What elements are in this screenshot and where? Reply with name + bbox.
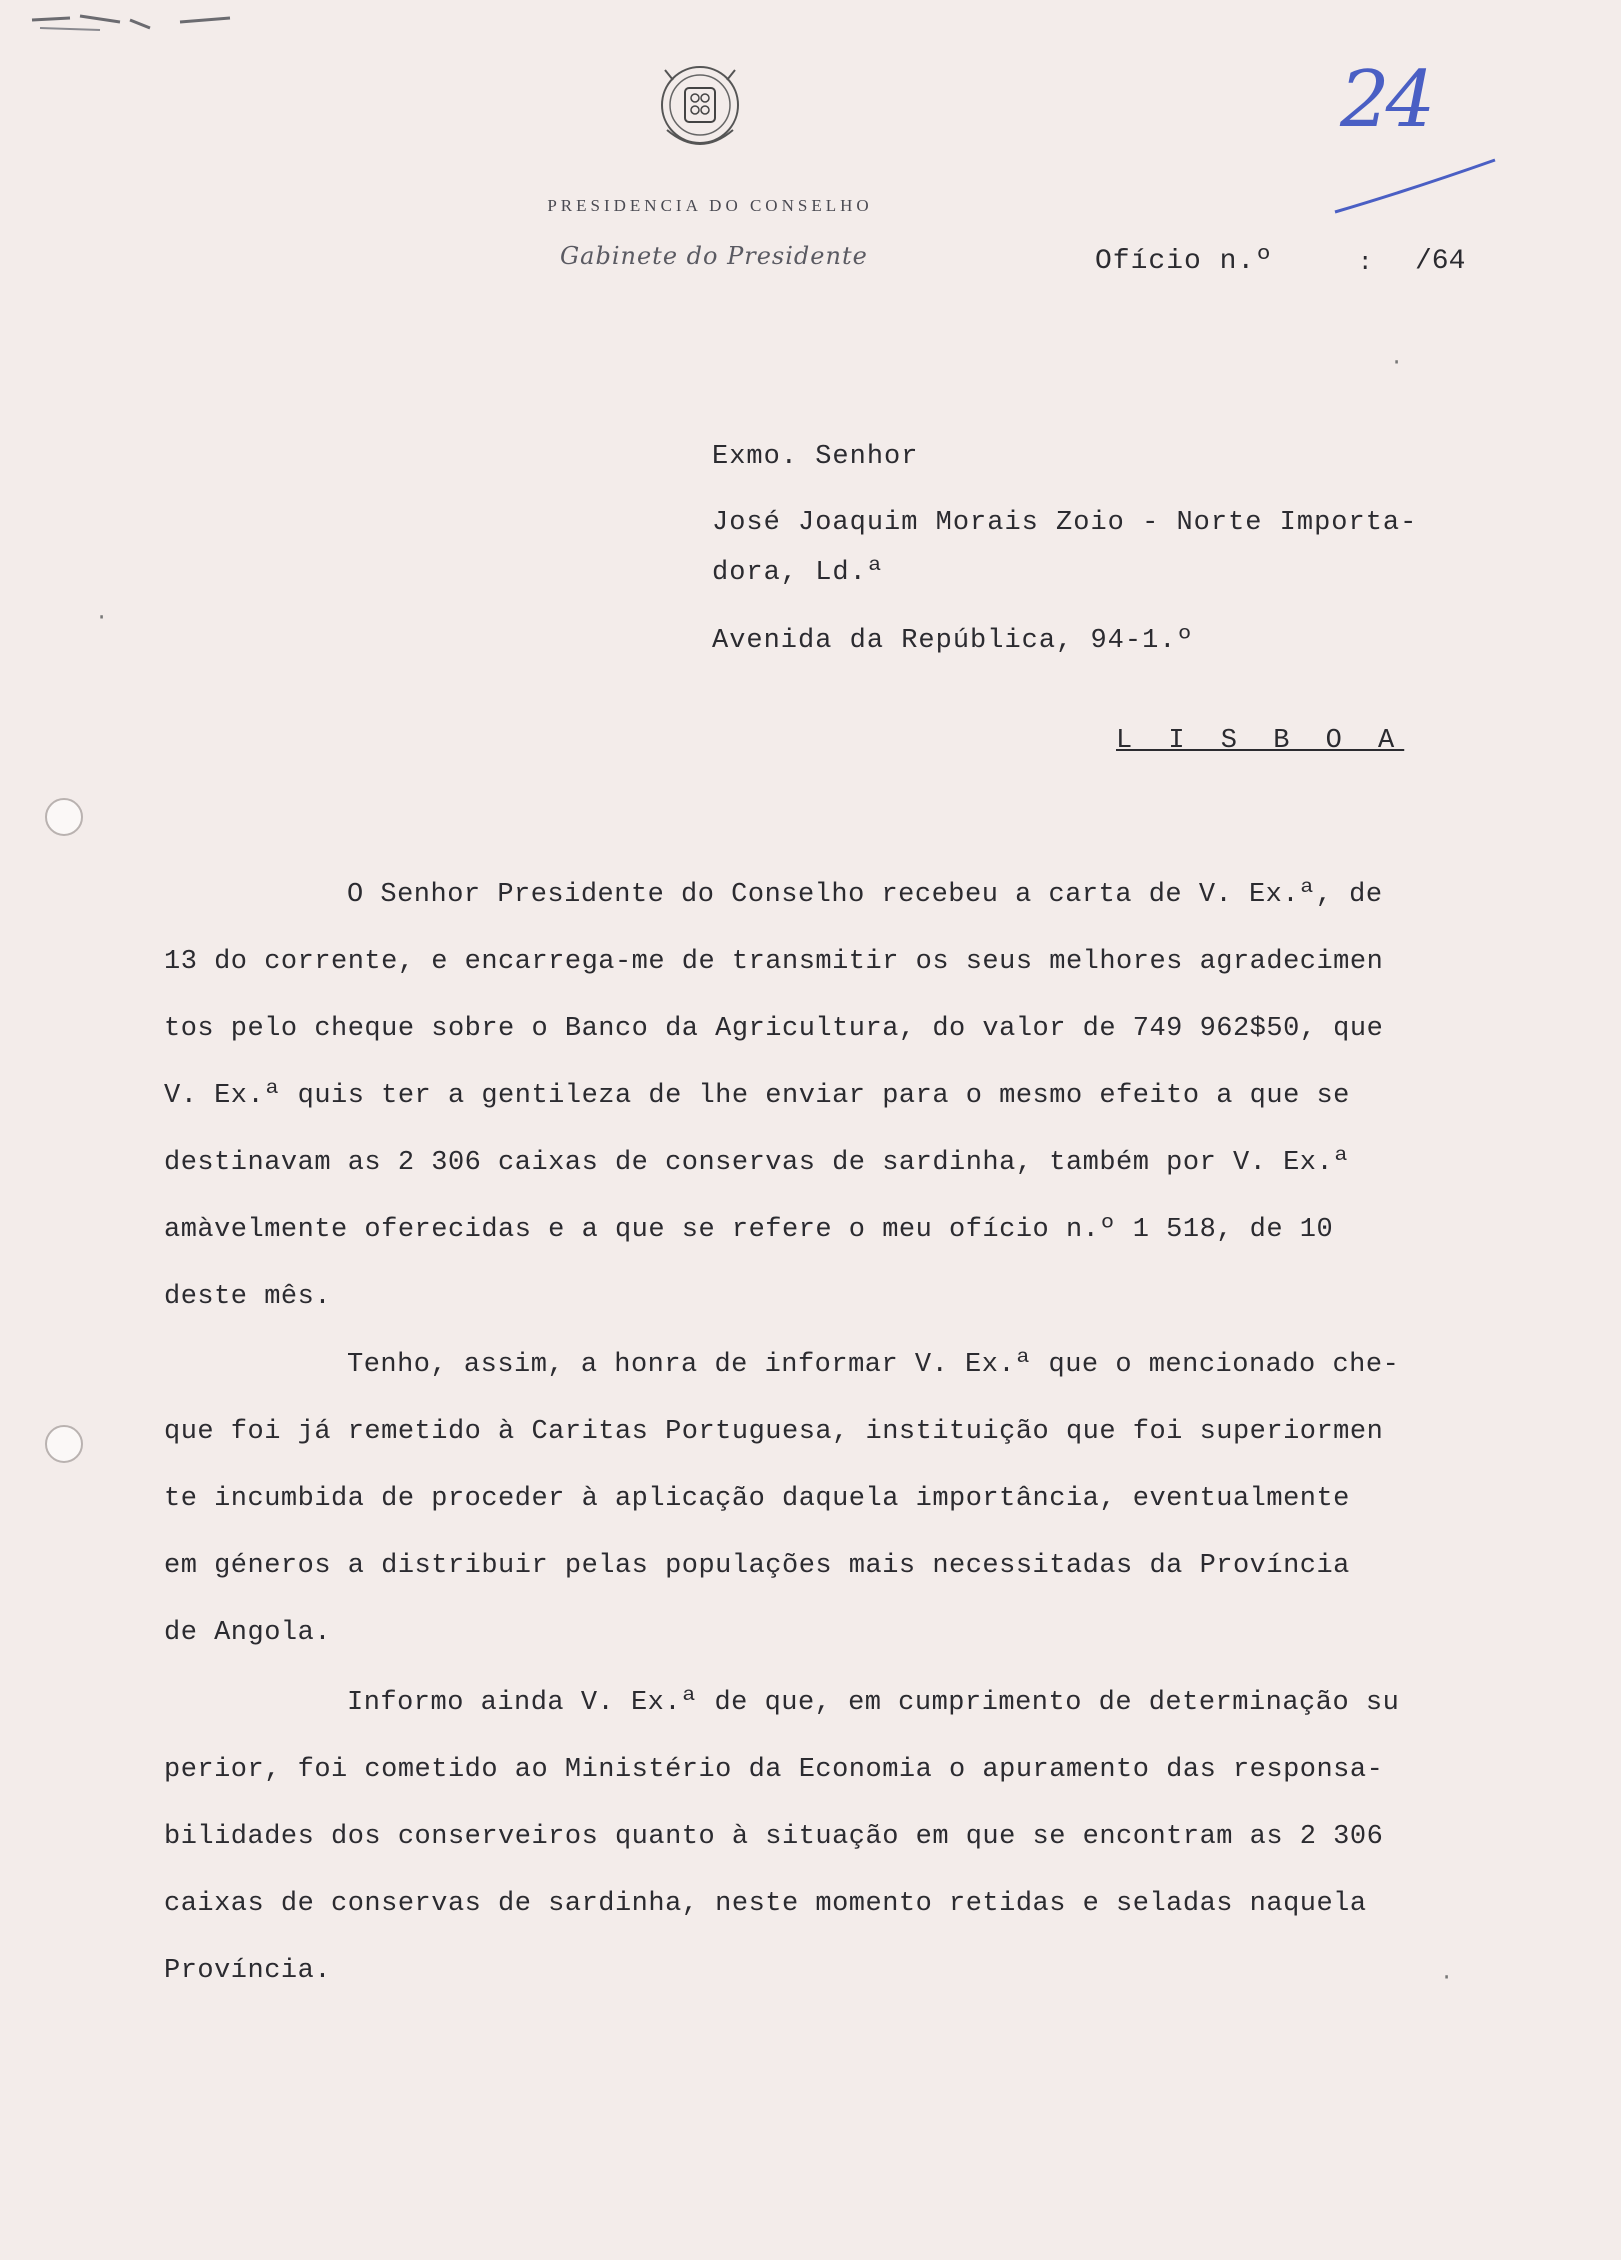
scan-speck: ·	[1390, 350, 1404, 375]
handwritten-number: 24	[1340, 55, 1432, 145]
addressee-address: Avenida da República, 94-1.º	[712, 626, 1194, 656]
scan-speck: ·	[95, 605, 109, 630]
paragraph-line: V. Ex.ª quis ter a gentileza de lhe enviar para o mesmo efeito a que se	[164, 1081, 1350, 1111]
paragraph-line: bilidades dos conserveiros quanto à situação em que se encontram as 2 306	[164, 1822, 1384, 1852]
paragraph-line: tos pelo cheque sobre o Banco da Agricultura, do valor de 749 962$50, que	[164, 1014, 1384, 1044]
paragraph-line: em géneros a distribuir pelas populações mais necessitadas da Província	[164, 1551, 1350, 1581]
handwritten-underline	[1330, 150, 1500, 220]
paragraph-line: destinavam as 2 306 caixas de conservas de sardinha, também por V. Ex.ª	[164, 1148, 1350, 1178]
addressee-line-2: dora, Ld.ª	[712, 558, 885, 588]
addressee-city: L I S B O A	[1116, 726, 1405, 756]
punch-hole-top	[45, 798, 83, 836]
paragraph-line: Província.	[164, 1956, 332, 1986]
paragraph-line: caixas de conservas de sardinha, neste momento retidas e seladas naquela	[164, 1889, 1367, 1919]
paragraph-line: te incumbida de proceder à aplicação daquela importância, eventualmente	[164, 1484, 1350, 1514]
salutation: Exmo. Senhor	[712, 442, 919, 472]
paragraph-line: deste mês.	[164, 1282, 332, 1312]
paragraph-line: Tenho, assim, a honra de informar V. Ex.ª que o mencionado che-	[347, 1350, 1400, 1380]
paragraph-line: 13 do corrente, e encarrega-me de transmitir os seus melhores agradecimen	[164, 947, 1384, 977]
oficio-mark: :	[1358, 250, 1373, 277]
paragraph-line: amàvelmente oferecidas e a que se refere o meu ofício n.º 1 518, de 10	[164, 1215, 1334, 1245]
scan-smudge	[30, 8, 240, 34]
paragraph-line: Informo ainda V. Ex.ª de que, em cumprimento de determinação su	[347, 1688, 1400, 1718]
scan-speck: ·	[1440, 1965, 1454, 1990]
paragraph-line: perior, foi cometido ao Ministério da Economia o apuramento das responsa-	[164, 1755, 1384, 1785]
paragraph-line: O Senhor Presidente do Conselho recebeu a carta de V. Ex.ª, de	[347, 880, 1383, 910]
coat-of-arms-icon	[655, 60, 745, 160]
office-name: Gabinete do Presidente	[560, 242, 868, 270]
paragraph-line: que foi já remetido à Caritas Portuguesa, instituição que foi superiormen	[164, 1417, 1384, 1447]
institution-title: PRESIDENCIA DO CONSELHO	[547, 196, 873, 215]
oficio-year: /64	[1415, 246, 1466, 277]
paragraph-line: de Angola.	[164, 1618, 332, 1648]
addressee-line-1: José Joaquim Morais Zoio - Norte Importa-	[712, 508, 1418, 538]
oficio-label: Ofício n.º	[1095, 246, 1274, 277]
punch-hole-bottom	[45, 1425, 83, 1463]
